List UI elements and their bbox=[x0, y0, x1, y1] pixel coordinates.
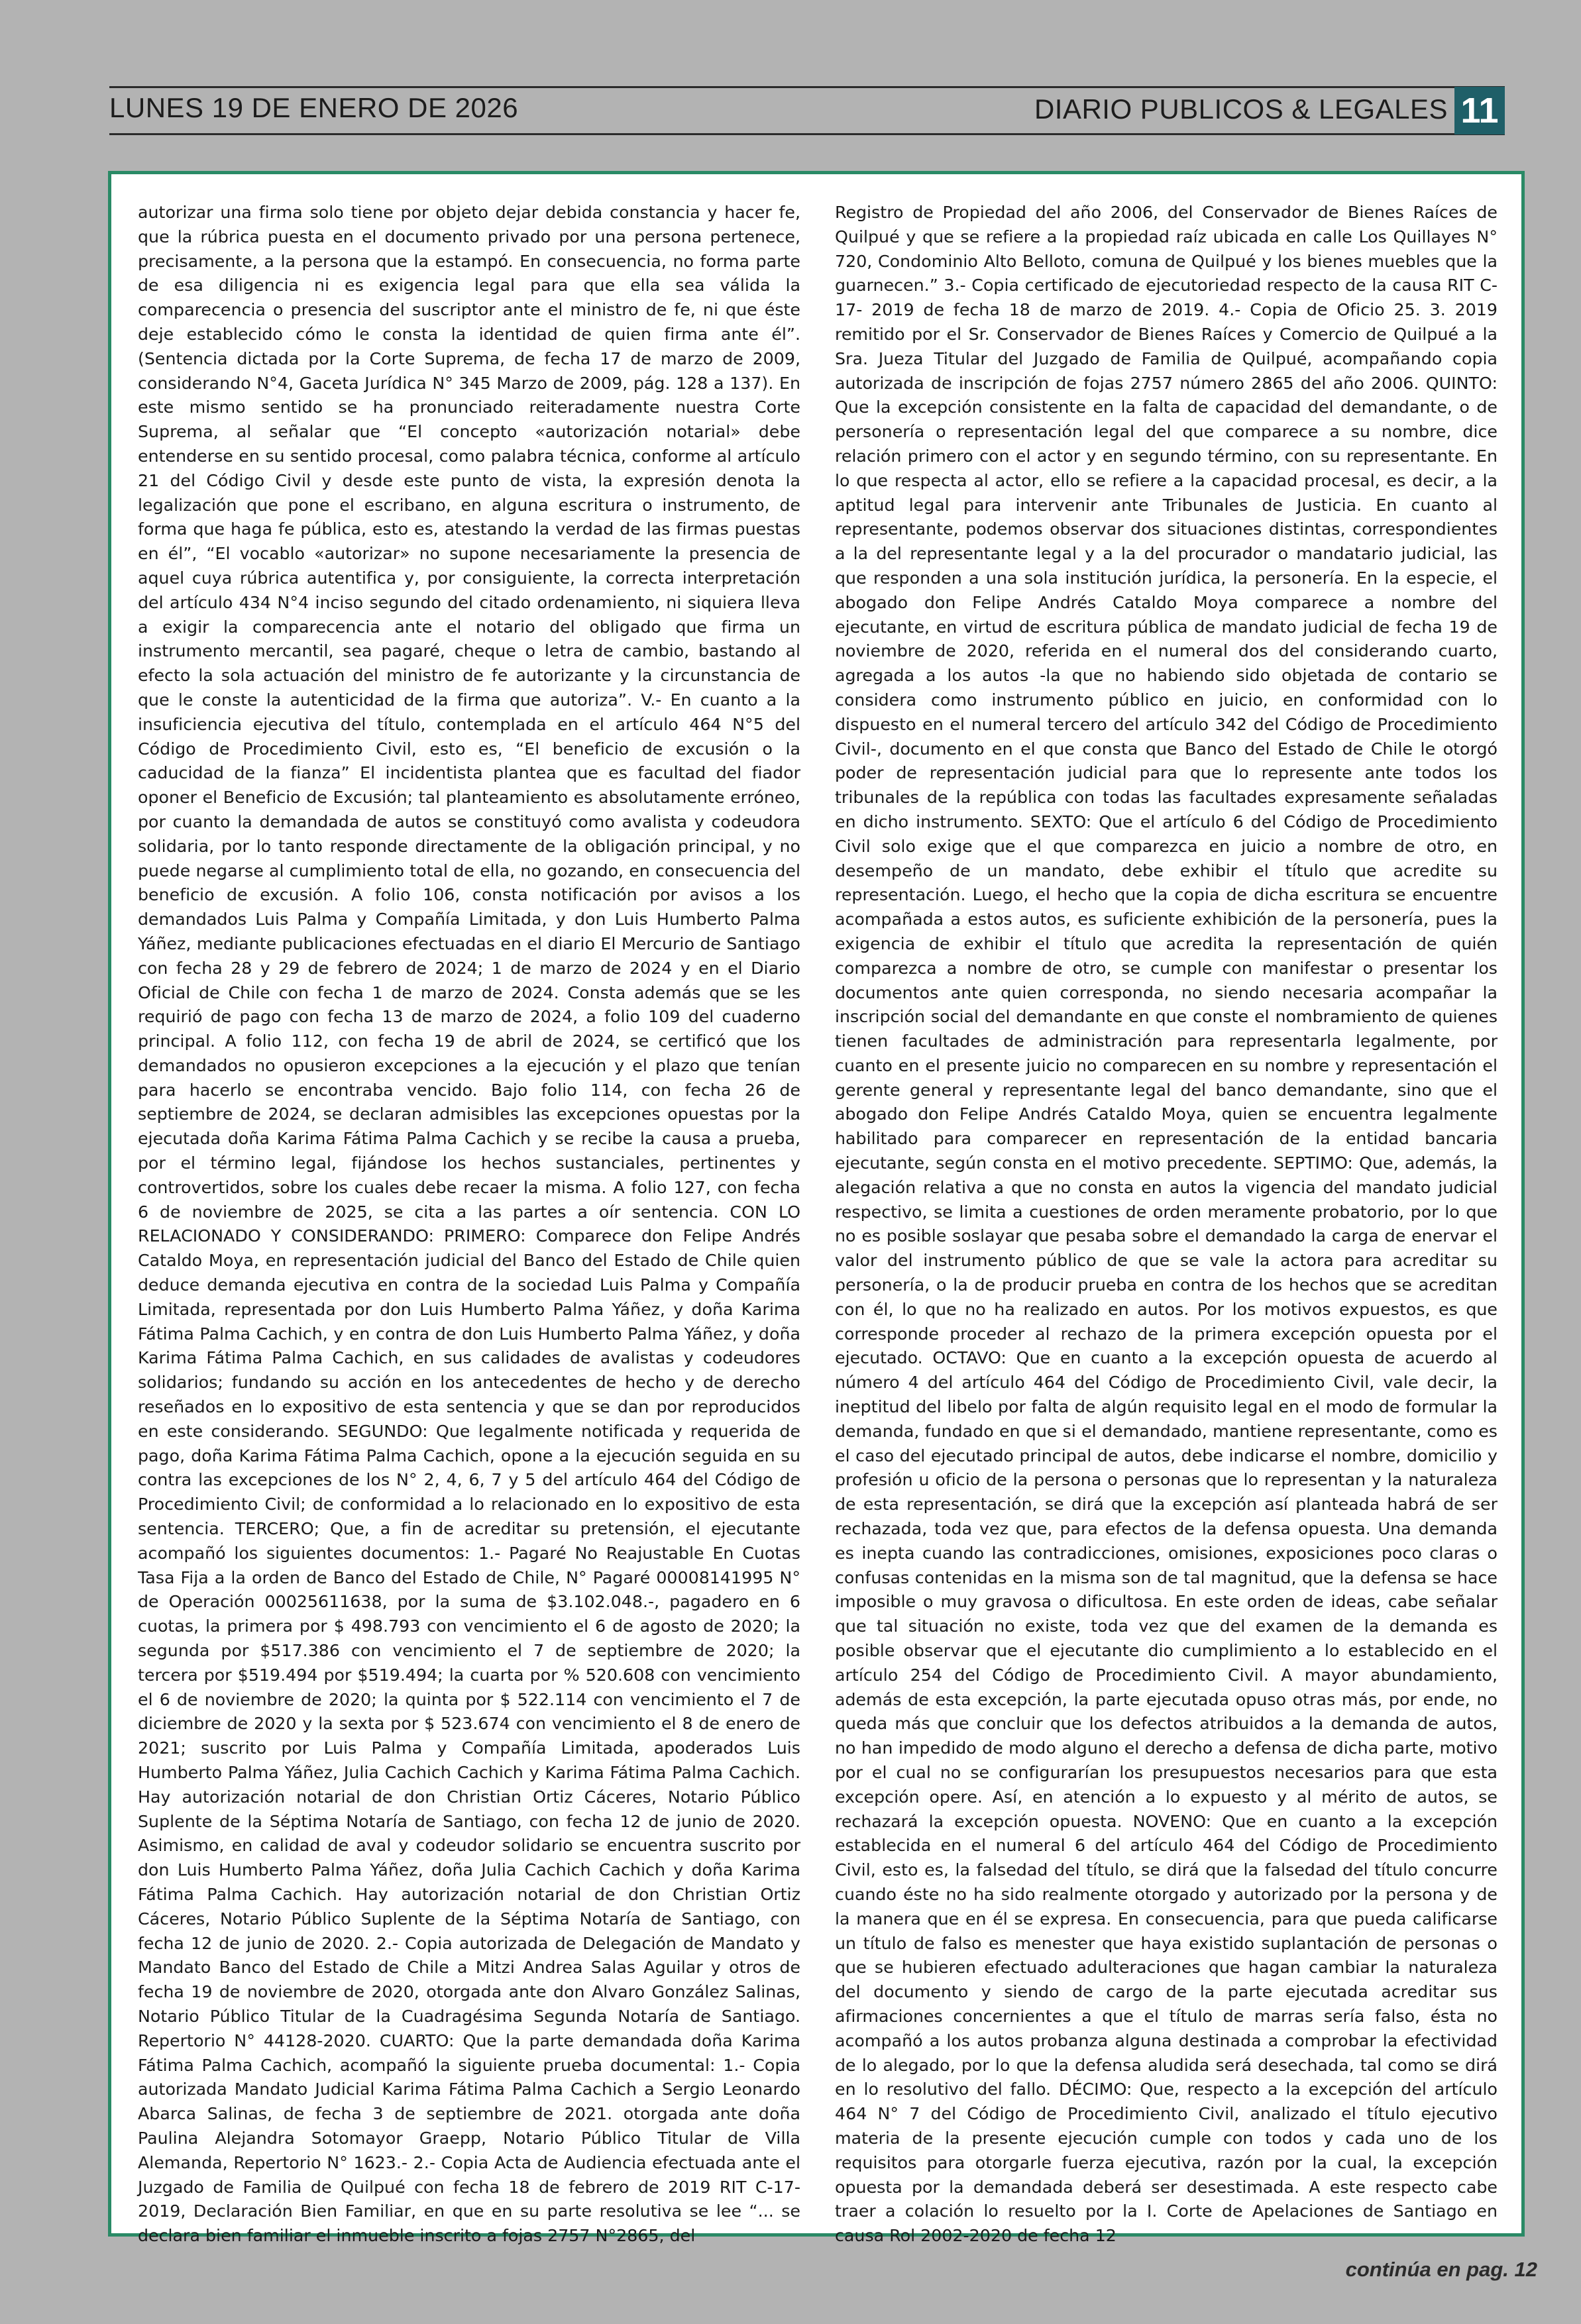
page-number-badge: 11 bbox=[1454, 87, 1505, 134]
article-panel bbox=[108, 171, 1525, 2246]
left-column-text: autorizar una firma solo tiene por objeto dejar debida constancia y hacer fe, que la rúbrica puesta en el documento privado por una persona pertenece, precisamente, a la persona que la estampó. En consecuencia, no forma parte de esa diligencia ni es exigencia legal para que ella sea válida la comparecencia o presencia del suscriptor ante el ministro de fe, ni que éste deje establecido cómo le consta la identidad de quien firma ante él”. (Sentencia dictada por la Corte Suprema, de fecha 17 de marzo de 2009, considerando N°4, Gaceta Jurídica N° 345 Marzo de 2009, pág. 128 a 137). En este mismo sentido se ha pronunciado reiteradamente nuestra Corte Suprema, al señalar que “El concepto «autorización notarial» debe entenderse en su sentido procesal, como palabra técnica, conforme al artículo 21 del Código Civil y desde este punto de vista, la expresión denota la legalización que pone el escribano, en alguna escritura o instrumento, de forma que haga fe pública, esto es, atestando la verdad de las firmas puestas en él”, “El vocablo «autorizar» no supone necesariamente la presencia de aquel cuya rúbrica autentifica y, por consiguiente, la correcta interpretación del artículo 434 N°4 inciso segundo del citado ordenamiento, ni siquiera lleva a exigir la comparecencia ante el notario del obligado que firma un instrumento mercantil, sea pagaré, cheque o letra de cambio, bastando al efecto la sola actuación del ministro de fe autorizante y la circunstancia de que le conste la autenticidad de la firma que autoriza”. V.- En cuanto a la insuficiencia ejecutiva del título, contemplada en el artículo 464 N°5 del Código de Procedimiento Civil, esto es, “El beneficio de excusión o la caducidad de la fianza” El incidentista plantea que es facultad del fiador oponer el Beneficio de Excusión; tal planteamiento es absolutamente erróneo, por cuanto la demandada de autos se constituyó como avalista y codeudora solidaria, por lo tanto responde directamente de la obligación principal, y no puede negarse al cumplimiento total de ella, no gozando, en consecuencia del beneficio de excusión. A folio 106, consta notificación por avisos a los demandados Luis Palma y Compañía Limitada, y don Luis Humberto Palma Yáñez, mediante publicaciones efectuadas en el diario El Mercurio de Santiago con fecha 28 y 29 de febrero de 2024; 1 de marzo de 2024 y en el Diario Oficial de Chile con fecha 1 de marzo de 2024. Consta además que se les requirió de pago con fecha 13 de marzo de 2024, a folio 109 del cuaderno principal. A folio 112, con fecha 19 de abril de 2024, se certificó que los demandados no opusieron excepciones a la ejecución y el plazo que tenían para hacerlo se encontraba vencido. Bajo folio 114, con fecha 26 de septiembre de 2024, se declaran admisibles las excepciones opuestas por la ejecutada doña Karima Fátima Palma Cachich y se recibe la causa a prueba, por el término legal, fijándose los hechos sustanciales, pertinentes y controvertidos, sobre los cuales debe recaer la misma. A folio 127, con fecha 6 de noviembre de 2025, se cita a las partes a oír sentencia. CON LO RELACIONADO Y CONSIDERANDO: PRIMERO: Comparece don Felipe Andrés Cataldo Moya, en representación judicial del Banco del Estado de Chile quien deduce demanda ejecutiva en contra de la sociedad Luis Palma y Compañía Limitada, representada por don Luis Humberto Palma Yáñez, y doña Karima Fátima Palma Cachich, y en contra de don Luis Humberto Palma Yáñez, y doña Karima Fátima Palma Cachich, en sus calidades de avalistas y codeudores solidarios; fundando su acción en los antecedentes de hecho y de derecho reseñados en lo expositivo de esta sentencia y que se dan por reproducidos en este considerando. SEGUNDO: Que legalmente notificada y requerida de pago, doña Karima Fátima Palma Cachich, opone a la ejecución seguida en su contra las excepciones de los N° 2, 4, 6, 7 y 5 del artículo 464 del Código de Procedimiento Civil; de conformidad a lo relacionado en lo expositivo de esta sentencia. TERCERO; Que, a fin de acreditar su pretensión, el ejecutante acompañó los siguientes documentos: 1.- Pagaré No Reajustable En Cuotas Tasa Fija a la orden de Banco del Estado de Chile, N° Pagaré 00008141995 N° de Operación 00025611638, por la suma de $3.102.048.-, pagadero en 6 cuotas, la primera por $ 498.793 con vencimiento el 6 de agosto de 2020; la segunda por $517.386 con vencimiento el 7 de septiembre de 2020; la tercera por $519.494 por $519.494; la cuarta por % 520.608 con vencimiento el 6 de noviembre de 2020; la quinta por $ 522.114 con vencimiento el 7 de diciembre de 2020 y la sexta por $ 523.674 con vencimiento el 8 de enero de 2021; suscrito por Luis Palma y Compañía Limitada, apoderados Luis Humberto Palma Yáñez, Julia Cachich Cachich y Karima Fátima Palma Cachich. Hay autorización notarial de don Christian Ortiz Cáceres, Notario Público Suplente de la Séptima Notaría de Santiago, con fecha 12 de junio de 2020. Asimismo, en calidad de aval y codeudor solidario se encuentra suscrito por don Luis Humberto Palma Yáñez, doña Julia Cachich Cachich y doña Karima Fátima Palma Cachich. Hay autorización notarial de don Christian Ortiz Cáceres, Notario Público Suplente de la Séptima Notaría de Santiago, con fecha 12 de junio de 2020. 2.- Copia autorizada de Delegación de Mandato y Mandato Banco del Estado de Chile a Mitzi Andrea Salas Aguilar y otros de fecha 19 de noviembre de 2020, otorgada ante don Alvaro González Salinas, Notario Público Titular de la Cuadragésima Segunda Notaría de Santiago. Repertorio N° 44128-2020. CUARTO: Que la parte demandada doña Karima Fátima Palma Cachich, acompañó la siguiente prueba documental: 1.- Copia autorizada Mandato Judicial Karima Fátima Palma Cachich a Sergio Leonardo Abarca Salinas, de fecha 3 de septiembre de 2021. otorgada ante doña Paulina Alejandra Sotomayor Graepp, Notario Público Titular de Villa Alemanda, Repertorio N° 1623.- 2.- Copia Acta de Audiencia efectuada ante el Juzgado de Familia de Quilpué con fecha 18 de febrero de 2019 RIT C-17-2019, Declaración Bien Familiar, en que en su parte resolutiva se lee “... se declara bien familiar el inmueble inscrito a fojas 2757 N°2865, del bbox=[138, 203, 800, 2246]
left-column bbox=[138, 201, 800, 2246]
right-column-text: Registro de Propiedad del año 2006, del Conservador de Bienes Raíces de Quilpué y que se refiere a la propiedad raíz ubicada en calle Los Quillayes N° 720, Condominio Alto Belloto, comuna de Quilpué y los bienes muebles que la guarnecen.” 3.- Copia certificado de ejecutoriedad respecto de la causa RIT C-17- 2019 de fecha 18 de marzo de 2019. 4.- Copia de Oficio 25. 3. 2019 remitido por el Sr. Conservador de Bienes Raíces y Comercio de Quilpué a la Sra. Jueza Titular del Juzgado de Familia de Quilpué, acompañando copia autorizada de inscripción de fojas 2757 número 2865 del año 2006. QUINTO: Que la excepción consistente en la falta de capacidad del demandante, o de personería o representación legal del que comparece a su nombre, dice relación primero con el actor y en segundo término, con su representante. En lo que respecta al actor, ello se refiere a la capacidad procesal, es decir, a la aptitud legal para intervenir ante Tribunales de Justicia. En cuanto al representante, podemos observar dos situaciones distintas, correspondientes a la del representante legal y a la del procurador o mandatario judicial, las que responden a una sola institución jurídica, la personería. En la especie, el abogado don Felipe Andrés Cataldo Moya comparece a nombre del ejecutante, en virtud de escritura pública de mandato judicial de fecha 19 de noviembre de 2020, referida en el numeral dos del considerando cuarto, agregada a los autos -la que no habiendo sido objetada de contario se considera como instrumento público en juicio, en conformidad con lo dispuesto en el numeral tercero del artículo 342 del Código de Procedimiento Civil-, documento en el que consta que Banco del Estado de Chile le otorgó poder de representación judicial para que lo represente ante todos los tribunales de la república con todas las facultades expresamente señaladas en dicho instrumento. SEXTO: Que el artículo 6 del Código de Procedimiento Civil solo exige que el que comparezca en juicio a nombre de otro, en desempeño de un mandato, debe exhibir el título que acredite su representación. Luego, el hecho que la copia de dicha escritura se encuentre acompañada a estos autos, es suficiente exhibición de la personería, pues la exigencia de exhibir el título que acredita la representación de quién comparezca a nombre de otro, se cumple con manifestar o presentar los documentos ante quien corresponda, no siendo necesaria acompañar la inscripción social del demandante en que conste el nombramiento de quienes tienen facultades de administración para representarla legalmente, por cuanto en el presente juicio no comparecen en su nombre y representación el gerente general y representante legal del banco demandante, sino que el abogado don Felipe Andrés Cataldo Moya, quien se encuentra legalmente habilitado para comparecer en representación de la entidad bancaria ejecutante, según consta en el motivo precedente. SEPTIMO: Que, además, la alegación relativa a que no consta en autos la vigencia del mandato judicial respectivo, se limita a cuestiones de orden meramente probatorio, por lo que no es posible soslayar que pesaba sobre el demandado la carga de enervar el valor del instrumento público de que se vale la actora para acreditar su personería, o la de producir prueba en contra de los hechos que se acreditan con él, lo que no ha realizado en autos. Por los motivos expuestos, es que corresponde proceder al rechazo de la primera excepción opuesta por el ejecutado. OCTAVO: Que en cuanto a la excepción opuesta de acuerdo al número 4 del artículo 464 del Código de Procedimiento Civil, vale decir, la ineptitud del libelo por falta de algún requisito legal en el modo de formular la demanda, fundado en que si el demandado, mantiene representante, como es el caso del ejecutado principal de autos, debe indicarse el nombre, domicilio y profesión u oficio de la persona o personas que lo representan y la naturaleza de esta representación, se dirá que la excepción así planteada habrá de ser rechazada, toda vez que, para efectos de la defensa opuesta. Una demanda es inepta cuando las contradicciones, omisiones, exposiciones poco claras o confusas contenidas en la misma son de tal magnitud, que la defensa se hace imposible o muy gravosa o dificultosa. En este orden de ideas, cabe señalar que tal situación no existe, toda vez que del examen de la demanda es posible observar que el ejecutante dio cumplimiento a lo establecido en el artículo 254 del Código de Procedimiento Civil. A mayor abundamiento, además de esta excepción, la parte ejecutada opuso otras más, por ende, no queda más que concluir que los defectos atribuidos a la demanda de autos, no han impedido de modo alguno el derecho a defensa de dicha parte, motivo por el cual no se configurarían los presupuestos necesarios para que esta excepción opere. Así, en atención a lo expuesto y al mérito de autos, se rechazará la excepción opuesta. NOVENO: Que en cuanto a la excepción establecida en el numeral 6 del artículo 464 del Código de Procedimiento Civil, esto es, la falsedad del título, se dirá que la falsedad del título concurre cuando éste no ha sido realmente otorgado y autorizado por la persona y de la manera que en él se expresa. En consecuencia, para que pueda calificarse un título de falso es menester que haya existido suplantación de personas o que se hubieren efectuado adulteraciones que hagan cambiar la naturaleza del documento y siendo de cargo de la parte ejecutada acreditar sus afirmaciones concernientes a que el título de marras sería falso, ésta no acompañó a los autos probanza alguna destinada a comprobar la efectividad de lo alegado, por lo que la defensa aludida será desechada, tal como se dirá en lo resolutivo del fallo. DÉCIMO: Que, respecto a la excepción del artículo 464 N° 7 del Código de Procedimiento Civil, analizado el título ejecutivo materia de la presente ejecución cumple con todos y cada uno de los requisitos para otorgarle fuerza ejecutiva, razón por la cual, la excepción opuesta por la demandada deberá ser desestimada. A este respecto cabe traer a colación lo resuelto por la I. Corte de Apelaciones de Santiago en causa Rol 2002-2020 de fecha 12 bbox=[835, 203, 1498, 2246]
publication-name: DIARIO PUBLICOS & LEGALES bbox=[1034, 93, 1448, 125]
continues-on-page-note: continúa en pag. 12 bbox=[1345, 2258, 1537, 2281]
right-column bbox=[835, 201, 1498, 2246]
page-header bbox=[109, 86, 1505, 135]
issue-date: LUNES 19 DE ENERO DE 2026 bbox=[109, 92, 519, 123]
